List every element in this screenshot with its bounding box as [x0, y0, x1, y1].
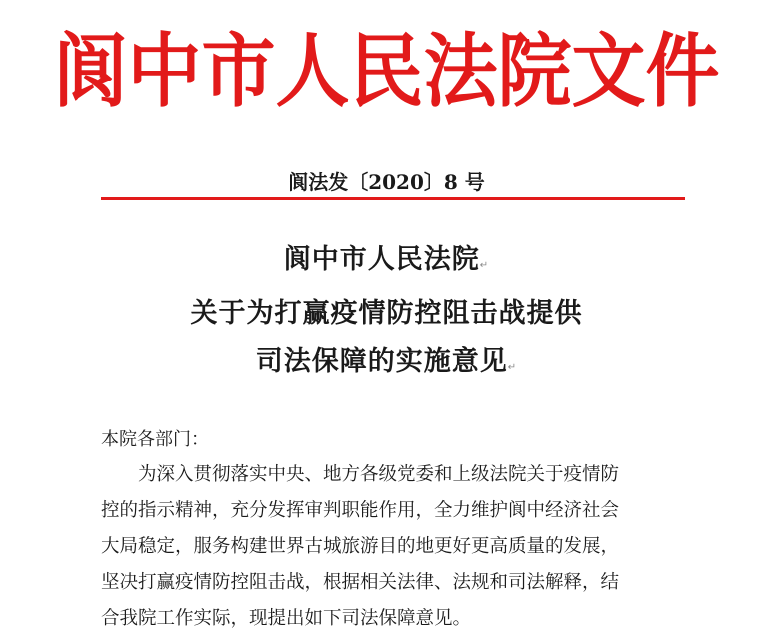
title-line-2: 关于为打赢疫情防控阻击战提供	[190, 298, 583, 329]
title-line-3: 司法保障的实施意见↵	[255, 346, 518, 377]
title-line-1: 阆中市人民法院↵	[283, 244, 490, 275]
body-line: 为深入贯彻落实中央、地方各级党委和上级法院关于疫情防	[138, 464, 620, 485]
body-line: 大局稳定，服务构建世界古城旅游目的地更好更高质量的发展，	[101, 536, 620, 557]
paragraph-mark-icon: ↵	[507, 362, 518, 373]
document-number: 阆法发〔2020〕8 号	[288, 170, 485, 194]
body-line: 合我院工作实际，现提出如下司法保障意见。	[101, 608, 472, 629]
document-title	[0, 236, 773, 392]
body-line: 控的指示精神，充分发挥审判职能作用，全力维护阆中经济社会	[101, 500, 620, 521]
red-divider-rule	[101, 197, 685, 200]
body-paragraph	[101, 457, 699, 637]
document-issuer-header: 阆中市人民法院文件	[53, 25, 720, 119]
paragraph-mark-icon: ↵	[479, 260, 490, 271]
body-line: 坚决打赢疫情防控阻击战，根据相关法律、法规和司法解释，结	[101, 572, 620, 593]
salutation: 本院各部门：	[101, 429, 209, 450]
